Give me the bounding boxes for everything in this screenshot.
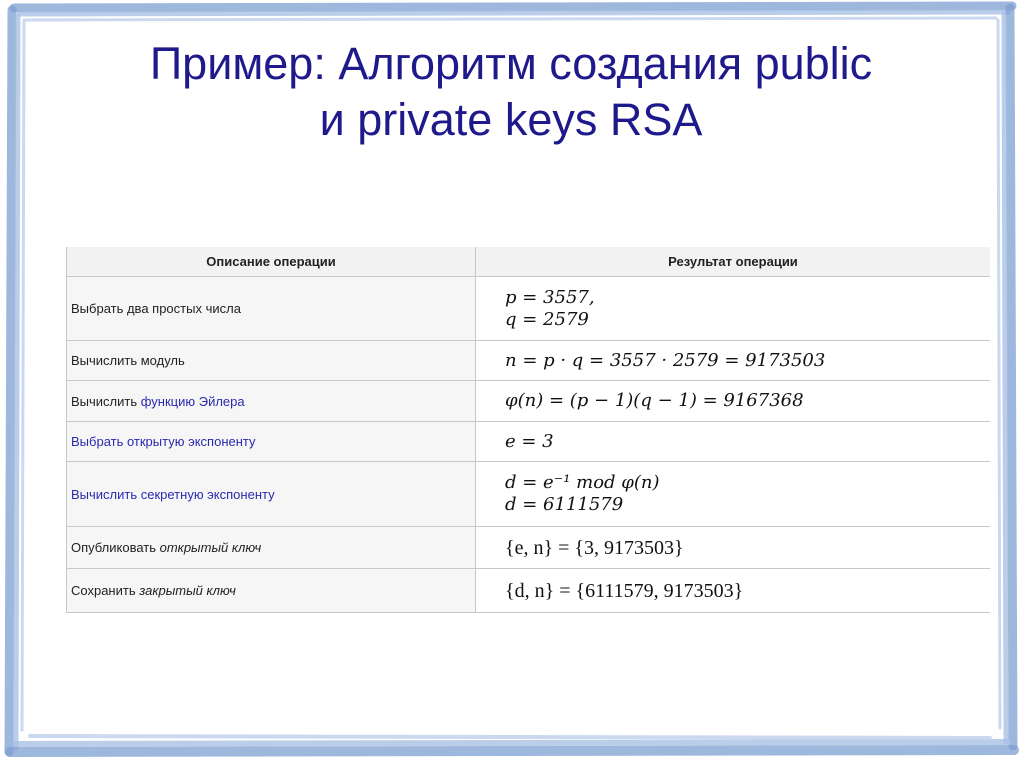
table-row <box>67 381 991 422</box>
result-line-2: d = 6111579 <box>505 494 624 515</box>
result-line-2: q = 2579 <box>505 308 589 330</box>
row-result <box>476 422 991 462</box>
description-italic: открытый ключ <box>159 540 262 555</box>
result-line-1: d = e⁻¹ mod φ(n) <box>505 472 660 493</box>
row-result <box>476 569 991 613</box>
slide-content <box>28 22 994 728</box>
row-result <box>476 381 991 422</box>
description-text: Вычислить <box>71 393 141 409</box>
row-description <box>67 422 476 462</box>
table-row <box>67 422 991 462</box>
table-row <box>67 462 991 527</box>
title-line-2: и private keys RSA <box>319 94 703 145</box>
rsa-operations-table <box>66 247 990 613</box>
row-description <box>67 527 476 569</box>
row-description <box>67 277 476 341</box>
description-italic: закрытый ключ <box>139 583 236 598</box>
table-row <box>67 569 991 613</box>
table-row <box>67 527 991 569</box>
result-line-1: n = p · q = 3557 · 2579 = 9173503 <box>505 349 826 371</box>
row-result <box>476 527 991 569</box>
row-result <box>476 341 991 381</box>
secret-exponent-link[interactable]: Вычислить секретную экспоненту <box>71 486 275 502</box>
description-text: Вычислить модуль <box>71 353 185 368</box>
result-line-1: {e, n} = {3, 9173503} <box>505 536 684 559</box>
result-line-1: φ(n) = (p − 1)(q − 1) = 9167368 <box>505 390 804 411</box>
result-line-1: {d, n} = {6111579, 9173503} <box>505 579 744 602</box>
title-line-1: Пример: Алгоритм создания public <box>149 38 873 89</box>
slide-title <box>28 36 994 148</box>
description-text: Сохранить <box>71 583 140 598</box>
row-description <box>67 462 476 527</box>
header-description: Описание операции <box>67 247 476 277</box>
row-description <box>67 381 476 422</box>
row-description <box>67 569 476 613</box>
public-exponent-link[interactable]: Выбрать открытую экспоненту <box>71 434 256 449</box>
row-description <box>67 341 476 381</box>
result-line-1: e = 3 <box>505 430 554 452</box>
description-text: Выбрать два простых числа <box>71 301 241 316</box>
header-result: Результат операции <box>476 247 991 277</box>
row-result <box>476 277 991 341</box>
table-row <box>67 341 991 381</box>
description-text: Опубликовать <box>71 540 160 555</box>
row-result <box>476 462 991 527</box>
euler-function-link[interactable]: функцию Эйлера <box>140 393 245 409</box>
table-header-row <box>67 247 991 277</box>
result-line-1: p = 3557, <box>505 286 595 308</box>
table-row <box>67 277 991 341</box>
